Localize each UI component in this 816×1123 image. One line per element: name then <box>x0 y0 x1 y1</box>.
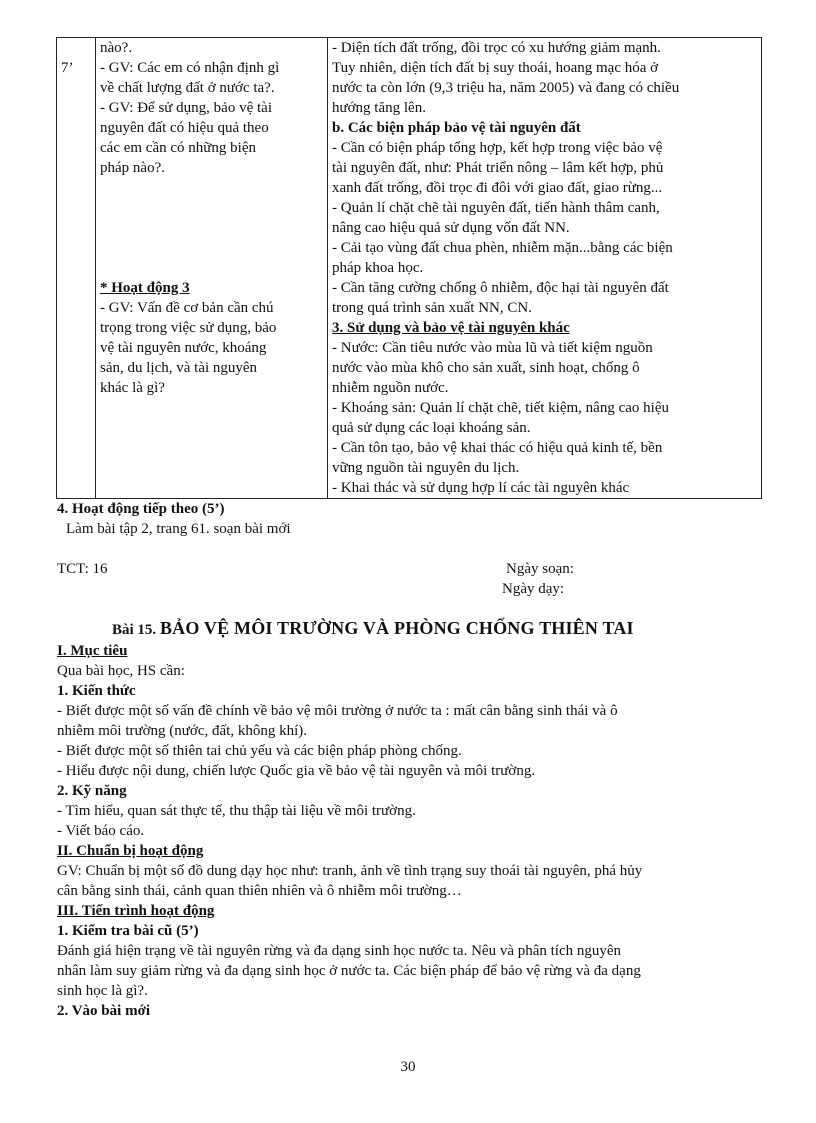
teacher-questions-b <box>100 298 323 398</box>
teacher-questions-a <box>100 38 323 178</box>
text-line: về chất lượng đất ở nước ta?. <box>100 80 275 96</box>
text-line: nâng cao hiệu quả sử dụng vốn đất NN. <box>332 220 570 236</box>
section-1-heading: I. Mục tiêu <box>57 643 128 659</box>
text-line: - GV: Các em có nhận định gì <box>100 60 280 76</box>
text-line: pháp khoa học. <box>332 260 424 276</box>
spacer <box>100 178 323 278</box>
text-line: trọng trong việc sử dụng, bảo <box>100 320 277 336</box>
text-line: các em cần có những biện <box>100 140 256 156</box>
text-line: trong quá trình sản xuất NN, CN. <box>332 300 532 316</box>
next-activity-text: Làm bài tập 2, trang 61. soạn bài mới <box>66 521 291 537</box>
knowledge-list <box>57 701 777 781</box>
text-line: nước vào mùa khô cho sản xuất, sinh hoạt, chống ô <box>332 360 640 376</box>
text-line: sinh học là gì?. <box>57 983 148 999</box>
table-row <box>57 38 762 499</box>
ngay-day-label: Ngày dạy: <box>502 581 565 597</box>
tct-label: TCT: 16 <box>57 561 108 577</box>
text-line: - Biết được một số vấn đề chính về bảo vệ môi trường ở nước ta : mất cân bằng sinh thái và ô <box>57 703 618 719</box>
page-number: 30 <box>400 1059 416 1075</box>
text-line: - Diện tích đất trống, đồi trọc có xu hướng giảm mạnh. <box>332 40 661 56</box>
text-line: - Hiểu được nội dung, chiến lược Quốc gia về bảo vệ tài nguyên và môi trường. <box>57 763 536 779</box>
text-line: nhiễm nguồn nước. <box>332 380 449 396</box>
ngay-soan-label: Ngày soạn: <box>506 561 574 577</box>
text-line: nhân làm suy giảm rừng và đa dạng sinh học ở nước ta. Các biện pháp để bảo vệ rừng và đa dạng <box>57 963 641 979</box>
text-line: - Nước: Cần tiêu nước vào mùa lũ và tiết kiệm nguồn <box>332 340 653 356</box>
text-line: - GV: Để sử dụng, bảo vệ tài <box>100 100 272 116</box>
skills-heading: 2. Kỹ năng <box>57 783 127 799</box>
content-block-b <box>332 138 757 318</box>
lesson-title-text: BẢO VỆ MÔI TRƯỜNG VÀ PHÒNG CHỐNG THIÊN TAI <box>159 618 634 638</box>
text-line: sản, du lịch, và tài nguyên <box>100 360 258 376</box>
text-line: - Khoáng sản: Quản lí chặt chẽ, tiết kiệm, nâng cao hiệu <box>332 400 669 416</box>
content-block-c <box>332 338 757 498</box>
text-line: khác là gì? <box>100 380 165 396</box>
text-line: - Quản lí chặt chẽ tài nguyên đất, tiến hành thâm canh, <box>332 200 660 216</box>
review-heading: 1. Kiểm tra bài cũ (5’) <box>57 923 199 939</box>
next-activity-heading: 4. Hoạt động tiếp theo (5’) <box>57 501 225 517</box>
text-line: - Cần có biện pháp tổng hợp, kết hợp trong việc bảo vệ <box>332 140 663 156</box>
text-line: - Cần tăng cường chống ô nhiễm, độc hại tài nguyên đất <box>332 280 669 296</box>
lesson-plan-table <box>56 37 762 499</box>
land-protection-heading: b. Các biện pháp bảo vệ tài nguyên đất <box>332 120 581 136</box>
section-3-heading: III. Tiến trình hoạt động <box>57 903 215 919</box>
preparation-text <box>57 861 777 901</box>
text-line: - Viết báo cáo. <box>57 823 145 839</box>
section-2-heading: II. Chuẩn bị hoạt động <box>57 843 204 859</box>
text-line: - Biết được một số thiên tai chủ yếu và các biện pháp phòng chống. <box>57 743 462 759</box>
text-line: xanh đất trống, đồi trọc đi đôi với giao đất, giao rừng... <box>332 180 663 196</box>
text-line: vệ tài nguyên nước, khoáng <box>100 340 267 356</box>
text-line: cân bằng sinh thái, cảnh quan thiên nhiên và ô nhiễm môi trường… <box>57 883 462 899</box>
other-resources-heading: 3. Sử dụng và bảo vệ tài nguyên khác <box>332 320 570 336</box>
review-question <box>57 941 777 1001</box>
next-activity-section <box>57 499 777 539</box>
text-line: quả sử dụng các loại khoáng sản. <box>332 420 531 436</box>
text-line: tài nguyên đất, như: Phát triển nông – lâm kết hợp, phủ <box>332 160 664 176</box>
activity-3-heading: * Hoạt động 3 <box>100 280 190 296</box>
text-line: vững nguồn tài nguyên du lịch. <box>332 460 520 476</box>
lesson-body <box>57 641 777 1021</box>
lesson-number: Bài 15. <box>112 622 157 638</box>
text-line: Đánh giá hiện trạng về tài nguyên rừng và đa dạng sinh học nước ta. Nêu và phân tích nguyên <box>57 943 622 959</box>
skills-list <box>57 801 777 841</box>
text-line: - GV: Vấn đề cơ bản cần chú <box>100 300 274 316</box>
section-1-intro: Qua bài học, HS cần: <box>57 663 185 679</box>
time-cell <box>57 38 96 499</box>
text-line: nhiễm môi trường (nước, đất, không khí). <box>57 723 308 739</box>
text-line: nước ta còn lớn (9,3 triệu ha, năm 2005) và đang có chiều <box>332 80 680 96</box>
time-value: 7’ <box>61 60 74 76</box>
text-line: nguyên đất có hiệu quả theo <box>100 120 269 136</box>
lesson-title <box>112 618 792 640</box>
text-line: nào?. <box>100 40 133 56</box>
text-line: hướng tăng lên. <box>332 100 426 116</box>
content-cell <box>328 38 762 499</box>
text-line: - Cần tôn tạo, bảo vệ khai thác có hiệu quả kinh tế, bền <box>332 440 663 456</box>
text-line: GV: Chuẩn bị một số đồ dung dạy học như: tranh, ảnh về tình trạng suy thoái tài nguyên, phá hủy <box>57 863 643 879</box>
text-line: - Khai thác và sử dụng hợp lí các tài nguyên khác <box>332 480 630 496</box>
knowledge-heading: 1. Kiến thức <box>57 683 136 699</box>
text-line: Tuy nhiên, diện tích đất bị suy thoái, hoang mạc hóa ở <box>332 60 659 76</box>
teacher-activity-cell <box>96 38 328 499</box>
new-lesson-heading: 2. Vào bài mới <box>57 1003 151 1019</box>
content-block-a <box>332 38 757 118</box>
text-line: - Tìm hiểu, quan sát thực tế, thu thập tài liệu về môi trường. <box>57 803 416 819</box>
text-line: pháp nào?. <box>100 160 165 176</box>
text-line: - Cải tạo vùng đất chua phèn, nhiễm mặn...bằng các biện <box>332 240 673 256</box>
